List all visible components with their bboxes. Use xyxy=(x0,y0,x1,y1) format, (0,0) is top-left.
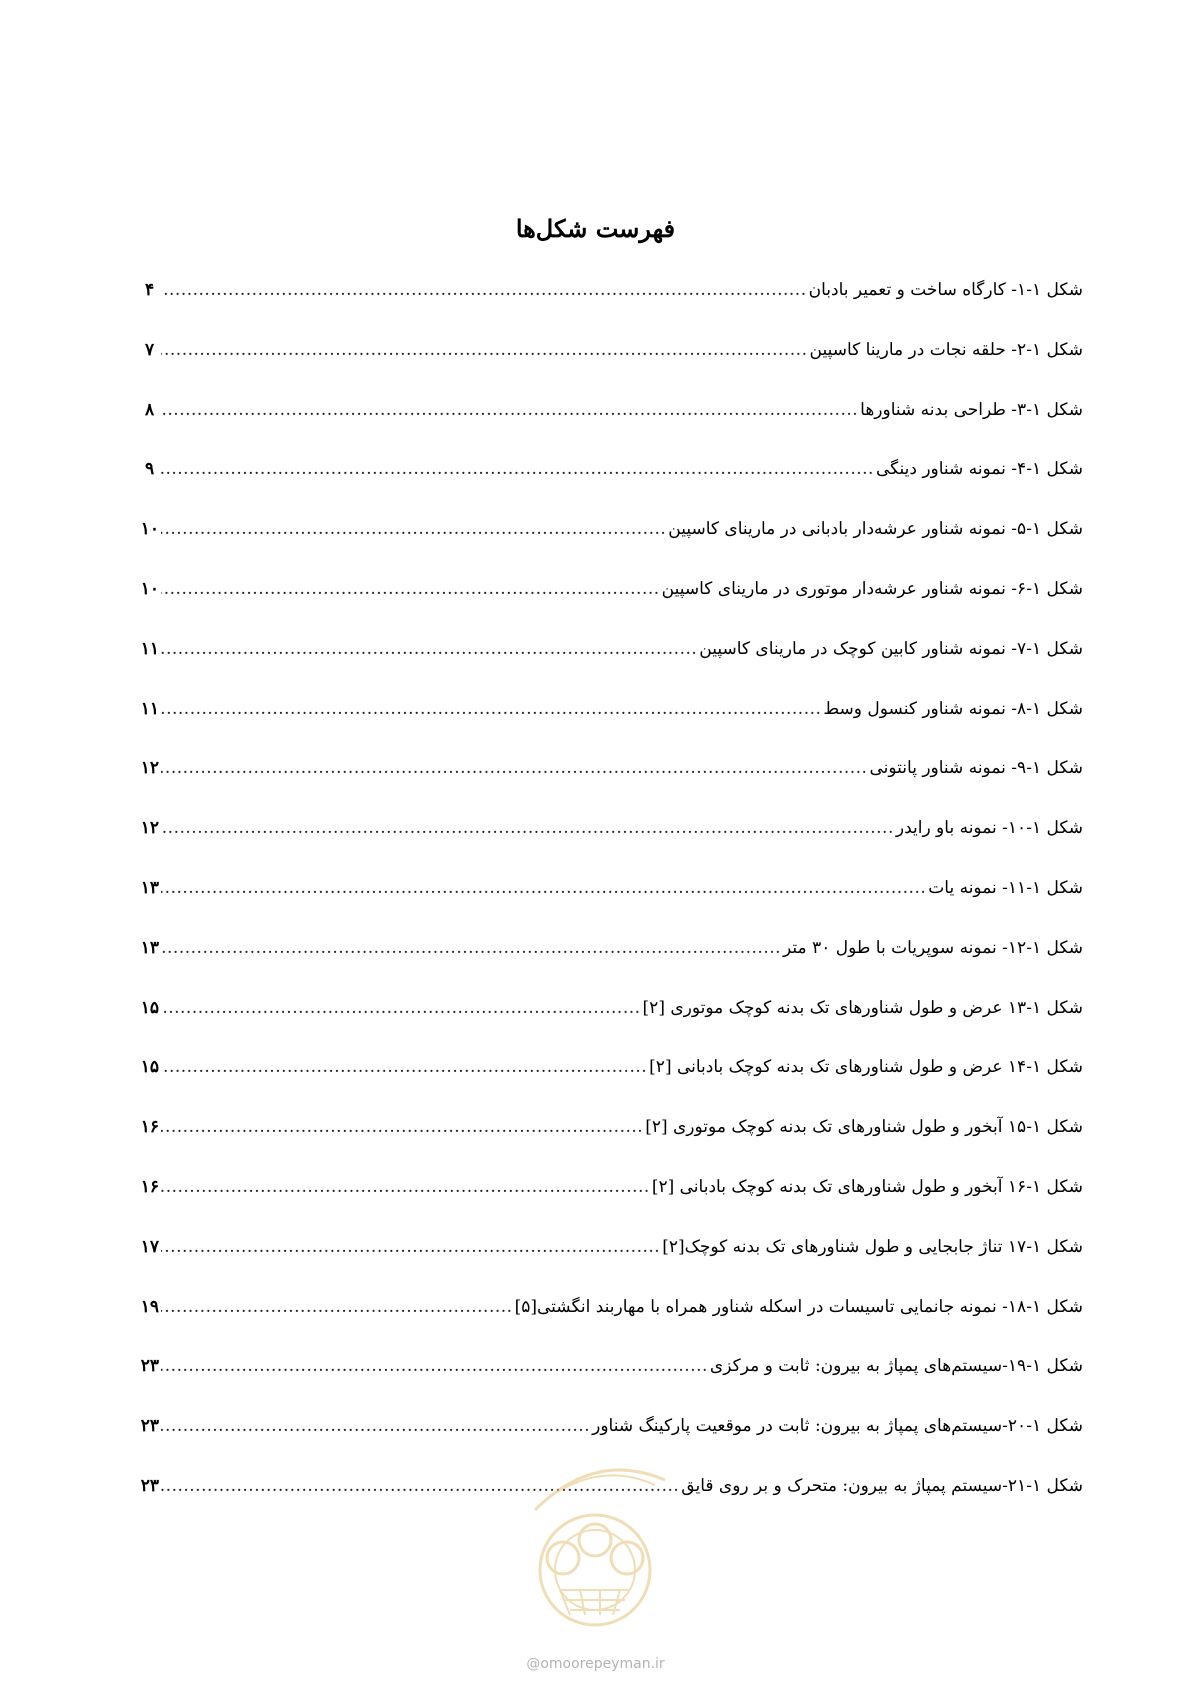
dot-leader xyxy=(161,995,641,1021)
toc-entry-label: شکل ۱-۹- نمونه شناور پانتونی xyxy=(869,758,1083,779)
toc-entry[interactable] xyxy=(140,995,1083,1055)
toc-entry[interactable] xyxy=(140,1114,1083,1174)
toc-entry[interactable] xyxy=(140,875,1083,935)
toc-entry[interactable] xyxy=(145,397,1083,457)
toc-entry[interactable] xyxy=(145,337,1083,397)
toc-entry[interactable] xyxy=(140,1294,1083,1354)
toc-entry-page-number: ۱۵ xyxy=(140,1057,159,1078)
toc-entry-page-number: ۴ xyxy=(145,280,155,300)
toc-entry-page-number: ۱۳ xyxy=(140,937,159,958)
dot-leader xyxy=(161,1413,590,1439)
figure-list xyxy=(140,277,1083,1533)
toc-entry-label: شکل ۱-۸- نمونه شناور کنسول وسط xyxy=(823,698,1083,719)
toc-entry-label: شکل ۱-۱۵ آبخور و طول شناورهای تک بدنه کوچک موتوری [۲] xyxy=(645,1117,1083,1138)
toc-entry[interactable] xyxy=(140,1174,1083,1234)
toc-entry-page-number: ۱۵ xyxy=(140,997,159,1018)
toc-entry-label: شکل ۱-۲- حلقه نجات در مارینا کاسپین xyxy=(809,339,1083,360)
toc-entry-page-number: ۱۱ xyxy=(140,698,159,719)
toc-entry-page-number: ۱۹ xyxy=(140,1296,159,1317)
watermark-logo-icon xyxy=(505,1440,685,1640)
toc-entry[interactable] xyxy=(140,636,1083,696)
toc-entry-label: شکل ۱-۱۷ تناژ جابجایی و طول شناورهای تک بدنه کوچک[۲] xyxy=(662,1236,1083,1257)
dot-leader xyxy=(161,1234,660,1260)
dot-leader xyxy=(161,935,781,961)
dot-leader xyxy=(161,1114,643,1140)
toc-entry-page-number: ۱۲ xyxy=(140,818,159,839)
dot-leader xyxy=(161,1294,513,1320)
toc-entry-label: شکل ۱-۱۳ عرض و طول شناورهای تک بدنه کوچک موتوری [۲] xyxy=(642,997,1083,1018)
toc-entry[interactable] xyxy=(140,1234,1083,1294)
dot-leader xyxy=(161,1353,708,1379)
dot-leader xyxy=(161,1054,647,1080)
dot-leader xyxy=(161,576,660,602)
dot-leader xyxy=(161,755,867,781)
dot-leader xyxy=(161,277,807,303)
toc-entry-page-number: ۲۳ xyxy=(140,1475,159,1496)
toc-entry-label: شکل ۱-۱۹-سیستم‌های پمپاژ به بیرون: ثابت و مرکزی xyxy=(709,1356,1083,1377)
toc-entry-label: شکل ۱-۷- نمونه شناور کابین کوچک در مارینای کاسپین xyxy=(699,638,1083,659)
dot-leader xyxy=(161,696,821,722)
toc-entry-label: شکل ۱-۱۰- نمونه باو رایدر xyxy=(895,818,1083,839)
toc-entry-label: شکل ۱-۲۰-سیستم‌های پمپاژ به بیرون: ثابت در موقعیت پارکینگ شناور xyxy=(592,1416,1083,1437)
toc-entry-page-number: ۸ xyxy=(145,399,155,420)
toc-entry-page-number: ۱۰ xyxy=(140,519,159,540)
toc-entry-label: شکل ۱-۴- نمونه شناور دینگی xyxy=(875,459,1083,480)
toc-entry-page-number: ۲۳ xyxy=(140,1356,159,1377)
toc-entry-label: شکل ۱-۶- نمونه شناور عرشه‌دار موتوری در مارینای کاسپین xyxy=(661,578,1083,599)
toc-entry[interactable] xyxy=(140,815,1083,875)
toc-entry[interactable] xyxy=(140,696,1083,756)
toc-entry-page-number: ۱۲ xyxy=(140,758,159,779)
toc-entry[interactable] xyxy=(140,755,1083,815)
page-title: فهرست شکل‌ها xyxy=(515,214,676,243)
toc-entry-label: شکل ۱-۵- نمونه شناور عرشه‌دار بادبانی در مارینای کاسپین xyxy=(668,519,1083,540)
toc-entry-page-number: ۹ xyxy=(145,459,155,480)
dot-leader xyxy=(161,1174,650,1200)
toc-entry-page-number: ۱۶ xyxy=(140,1117,159,1138)
toc-entry-label: شکل ۱-۱۲- نمونه سوپریات با طول ۳۰ متر xyxy=(783,937,1083,958)
toc-entry-page-number: ۱۶ xyxy=(140,1176,159,1197)
toc-entry-label: شکل ۱-۲۱-سیستم پمپاژ به بیرون: متحرک و بر روی قایق xyxy=(681,1475,1083,1496)
dot-leader xyxy=(161,516,666,542)
toc-entry-label: شکل ۱-۱۸- نمونه جانمایی تاسیسات در اسکله شناور همراه با مهاربند انگشتی[۵] xyxy=(514,1296,1083,1317)
dot-leader xyxy=(161,337,808,363)
toc-entry-label: شکل ۱-۱۱- نمونه یات xyxy=(928,877,1083,898)
toc-entry[interactable] xyxy=(140,516,1083,576)
toc-entry-page-number: ۱۳ xyxy=(140,877,159,898)
toc-entry-page-number: ۲۳ xyxy=(140,1416,159,1437)
dot-leader xyxy=(161,456,874,482)
toc-entry-page-number: ۱۱ xyxy=(140,638,159,659)
toc-entry-label: شکل ۱-۱۴ عرض و طول شناورهای تک بدنه کوچک بادبانی [۲] xyxy=(649,1057,1083,1078)
dot-leader xyxy=(161,397,858,423)
toc-entry-page-number: ۱۰ xyxy=(140,578,159,599)
watermark-url: @omoorepeyman.ir xyxy=(526,1656,665,1672)
toc-entry-page-number: ۷ xyxy=(145,339,155,360)
dot-leader xyxy=(161,636,697,662)
dot-leader xyxy=(161,815,894,841)
dot-leader xyxy=(161,875,926,901)
toc-entry-page-number: ۱۷ xyxy=(140,1236,159,1257)
toc-entry[interactable] xyxy=(140,1054,1083,1114)
toc-entry-label: شکل ۱-۱- کارگاه ساخت و تعمیر بادبان xyxy=(808,280,1083,300)
toc-entry[interactable] xyxy=(140,576,1083,636)
toc-entry[interactable] xyxy=(145,277,1083,337)
toc-entry[interactable] xyxy=(140,935,1083,995)
toc-entry[interactable] xyxy=(140,1353,1083,1413)
toc-entry-label: شکل ۱-۱۶ آبخور و طول شناورهای تک بدنه کوچک بادبانی [۲] xyxy=(651,1176,1083,1197)
toc-entry[interactable] xyxy=(145,456,1083,516)
toc-entry-label: شکل ۱-۳- طراحی بدنه شناورها xyxy=(860,399,1083,420)
